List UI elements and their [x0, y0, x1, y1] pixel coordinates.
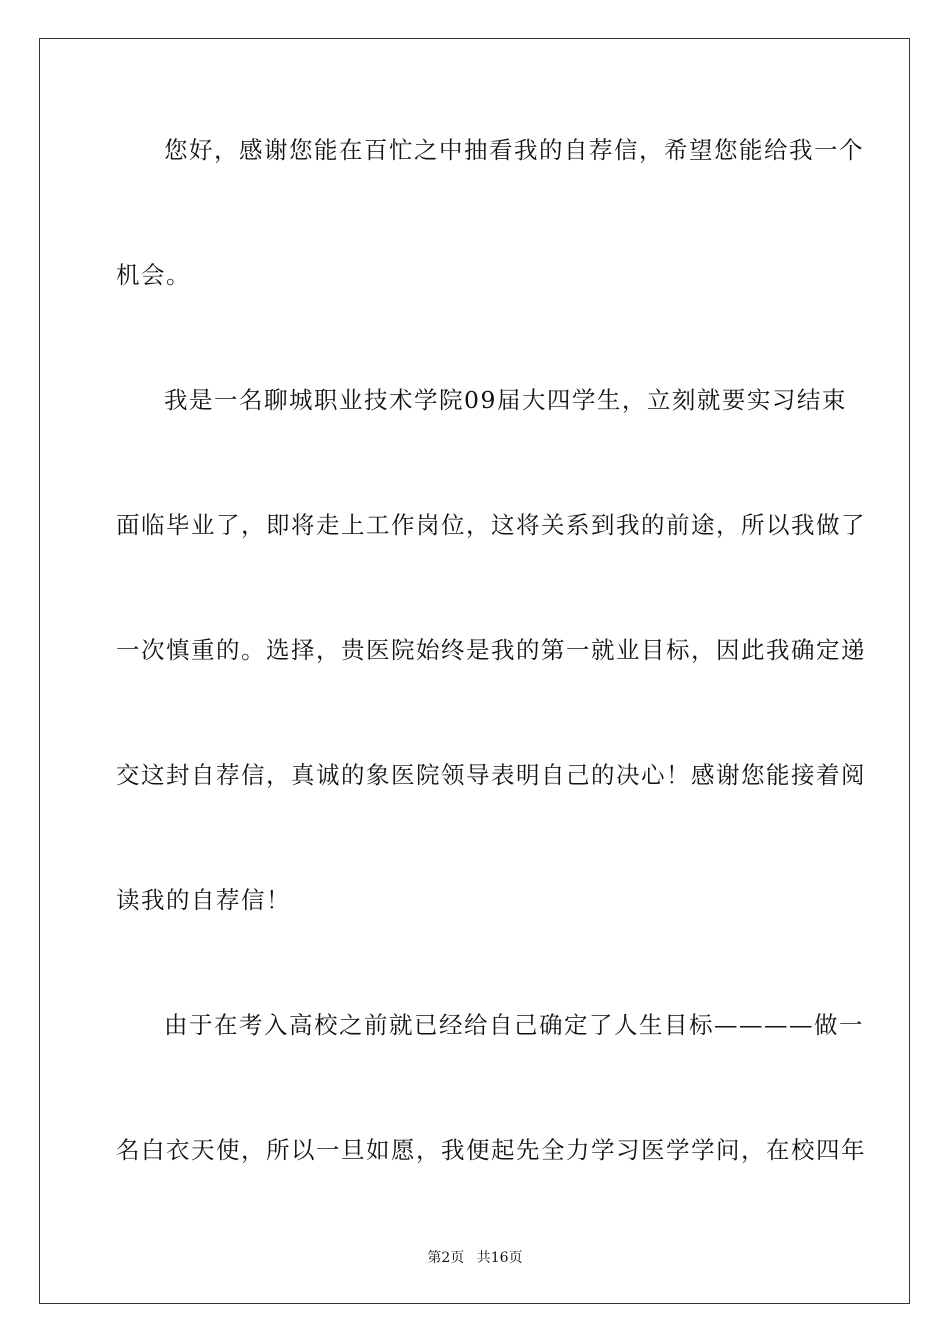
paragraph-2-line-4: 交这封自荐信，真诚的象医院领导表明自己的决心！感谢您能接着阅	[116, 761, 866, 789]
paragraph-1-line-2: 机会。	[116, 261, 191, 289]
paragraph-2-line-3: 一次慎重的。选择，贵医院始终是我的第一就业目标，因此我确定递	[116, 636, 866, 664]
paragraph-3-line-2: 名白衣天使，所以一旦如愿，我便起先全力学习医学学问，在校四年	[116, 1136, 866, 1164]
paragraph-2-line-1: 我是一名聊城职业技术学院09届大四学生，立刻就要实习结束	[164, 386, 847, 414]
page-number: 第2页	[427, 1250, 465, 1266]
page-footer	[0, 1247, 950, 1267]
paragraph-2-line-5: 读我的自荐信！	[116, 886, 291, 914]
paragraph-1-line-1: 您好，感谢您能在百忙之中抽看我的自荐信，希望您能给我一个	[164, 136, 864, 164]
paragraph-2-line-2: 面临毕业了，即将走上工作岗位，这将关系到我的前途，所以我做了	[116, 511, 866, 539]
page-total: 共16页	[476, 1250, 523, 1266]
paragraph-3-line-1: 由于在考入高校之前就已经给自己确定了人生目标————做一	[164, 1011, 864, 1039]
page-border	[39, 38, 910, 1304]
